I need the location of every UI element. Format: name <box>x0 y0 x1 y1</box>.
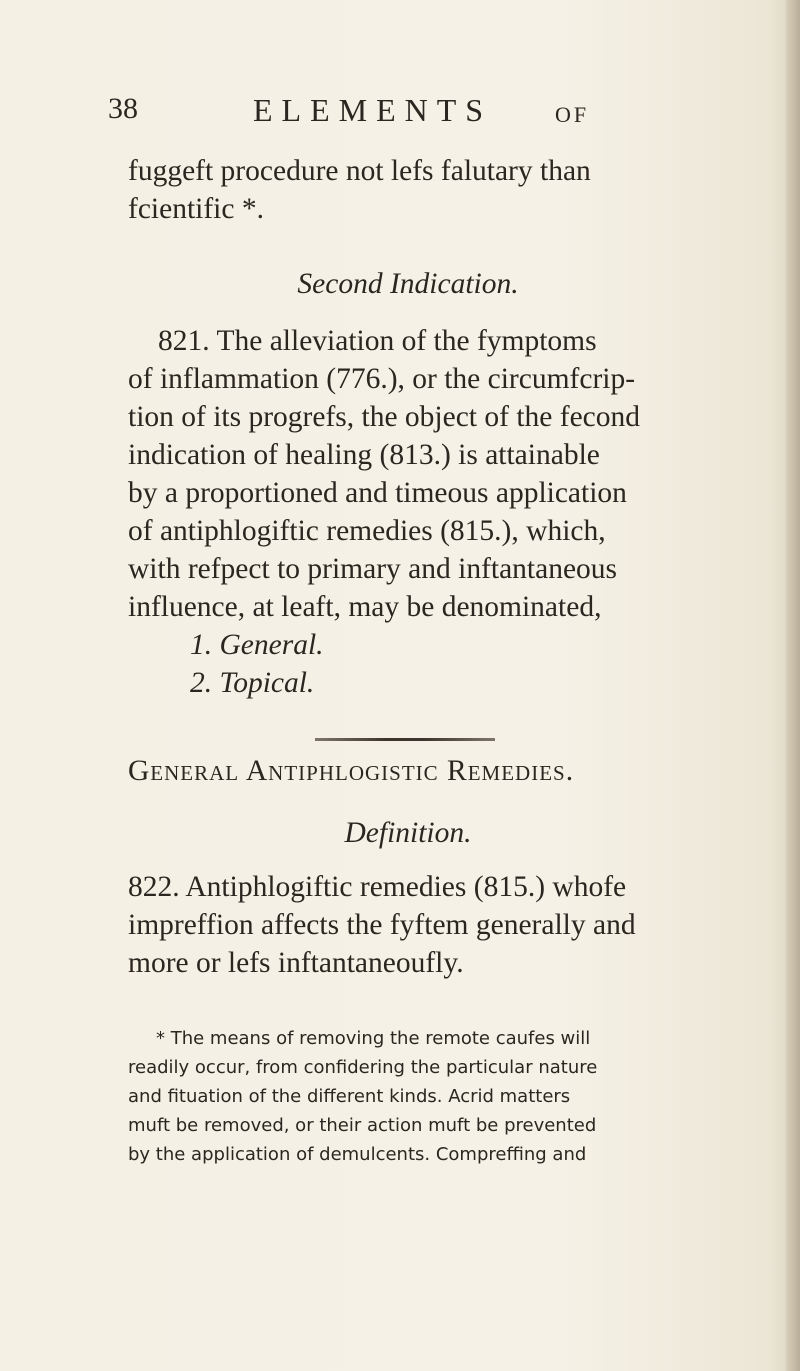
running-title-suffix: OF <box>555 102 590 127</box>
section-divider <box>315 738 495 741</box>
text-line: 822. Antiphlogiftic remedies (815.) whofe <box>128 871 627 903</box>
subheading-definition: Definition. <box>344 817 472 849</box>
intro-text <box>128 152 688 228</box>
footnote-line: by the application of demulcents. Compreffing and <box>128 1144 587 1165</box>
text-line: 821. The alleviation of the fymptoms <box>158 325 597 357</box>
text-line: impreffion affects the fyftem generally and <box>128 909 636 941</box>
page-header <box>108 92 708 136</box>
list-item-topical: 2. Topical. <box>190 667 315 699</box>
footnote-line: readily occur, from confidering the particular nature <box>128 1057 598 1078</box>
list-item-general: 1. General. <box>190 629 324 661</box>
text-line: influence, at leaft, may be denominated, <box>128 591 602 623</box>
text-line: by a proportioned and timeous application <box>128 477 627 509</box>
text-line: of antiphlogiftic remedies (815.), which, <box>128 515 606 547</box>
paragraph-822 <box>128 868 688 982</box>
text-line: indication of healing (813.) is attainable <box>128 439 600 471</box>
footnote-line: muft be removed, or their action muft be prevented <box>128 1115 597 1136</box>
section-heading-general-remedies: General Antiphlogistic Remedies. <box>128 755 575 787</box>
footnote <box>128 1024 688 1169</box>
remedy-list <box>190 626 490 702</box>
text-line: tion of its progrefs, the object of the fecond <box>128 401 641 433</box>
paragraph-821 <box>128 322 688 626</box>
page-edge <box>786 0 800 1371</box>
footnote-line: * The means of removing the remote caufes will <box>156 1028 591 1049</box>
text-line: fcientific *. <box>128 193 264 225</box>
section-heading-second-indication: Second Indication. <box>297 268 519 300</box>
footnote-line: and fituation of the different kinds. Acrid matters <box>128 1086 571 1107</box>
text-line: more or lefs inftantaneoufly. <box>128 947 464 979</box>
text-line: of inflammation (776.), or the circumfcrip- <box>128 363 636 395</box>
page-number: 38 <box>108 92 138 125</box>
text-line: with refpect to primary and inftantaneous <box>128 553 618 585</box>
text-line: fuggeft procedure not lefs falutary than <box>128 155 591 187</box>
running-title: ELEMENTS <box>253 92 493 128</box>
